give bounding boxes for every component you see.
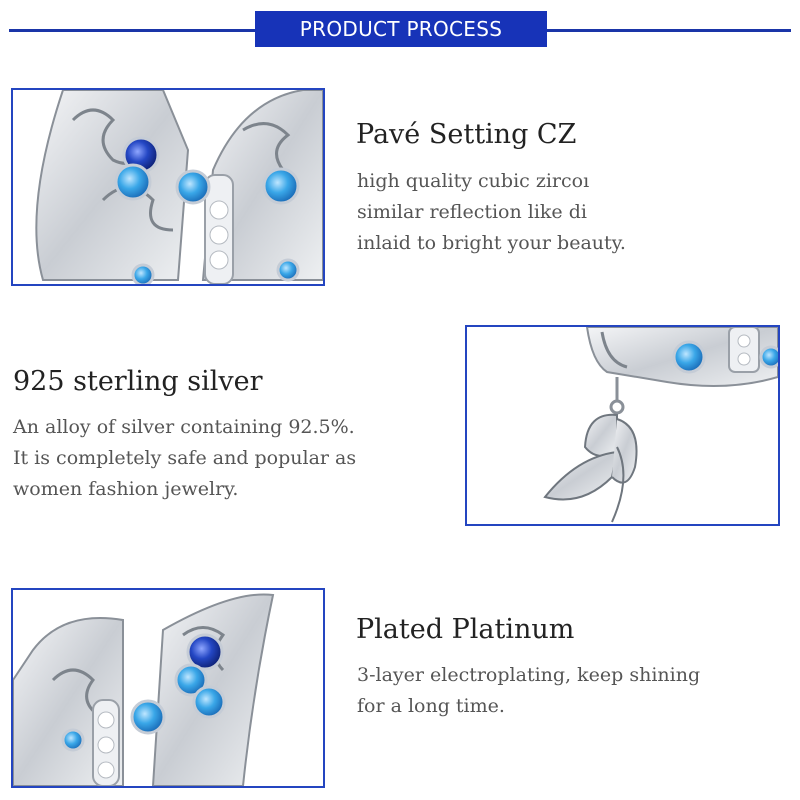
page-title: PRODUCT PROCESS (255, 11, 547, 47)
feature-title-platinum: Plated Platinum (356, 614, 575, 645)
feature-title-pave: Pavé Setting CZ (356, 119, 577, 150)
feature-desc-line: An alloy of silver containing 92.5%. (13, 416, 355, 438)
header-rule-right (547, 29, 791, 32)
feature-desc-line: women fashion jewelry. (13, 478, 239, 500)
feature-desc-silver (13, 412, 356, 505)
butterfly-dangle-charm-image (467, 327, 778, 524)
feature-desc-line: for a long time. (357, 695, 505, 717)
feature-desc-line: 3-layer electroplating, keep shining (357, 664, 701, 686)
feature-image-platinum (11, 588, 325, 788)
feature-desc-platinum (357, 660, 700, 722)
feature-desc-line: high quality cubic zircoı (357, 170, 590, 192)
feature-title-silver: 925 sterling silver (13, 366, 263, 397)
header-rule-left (9, 29, 255, 32)
feature-desc-line: inlaid to bright your beauty. (357, 232, 626, 254)
feature-desc-pave (357, 166, 647, 259)
butterfly-charm-side-image (13, 590, 323, 786)
butterfly-charm-closeup-image (13, 90, 323, 284)
feature-desc-line: It is completely safe and popular as (13, 447, 357, 469)
feature-desc-line: similar reflection like di (357, 201, 587, 223)
feature-image-pave (11, 88, 325, 286)
feature-image-silver (465, 325, 780, 526)
